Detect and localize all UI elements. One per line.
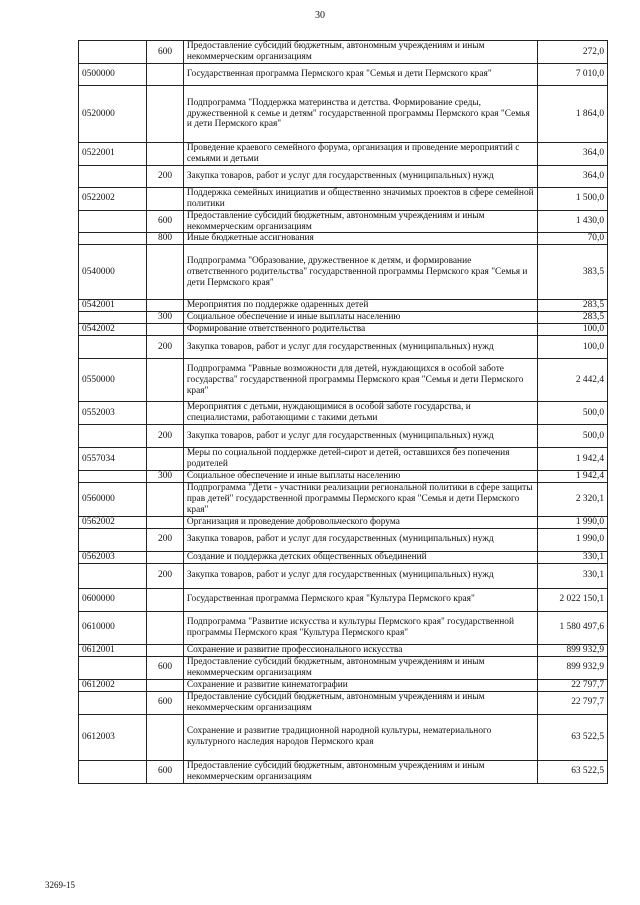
row-amount: 383,5 [538, 245, 608, 300]
table-row [79, 551, 608, 563]
row-code: 0612003 [79, 714, 147, 760]
row-code: 0550000 [79, 359, 147, 402]
row-expense-type [147, 359, 184, 402]
row-code [79, 233, 147, 245]
row-name: Сохранение и развитие кинематографии [183, 679, 538, 691]
row-amount: 899 932,9 [538, 644, 608, 656]
table-row [79, 64, 608, 86]
table-row [79, 359, 608, 402]
row-amount: 364,0 [538, 143, 608, 166]
row-name: Закупка товаров, работ и услуг для государственных (муниципальных) нужд [183, 528, 538, 551]
row-expense-type [147, 588, 184, 611]
row-name: Сохранение и развитие профессионального искусства [183, 644, 538, 656]
row-code: 0612001 [79, 644, 147, 656]
row-name: Формирование ответственного родительства [183, 324, 538, 336]
row-code: 0522002 [79, 187, 147, 210]
row-code [79, 425, 147, 448]
row-expense-type: 200 [147, 165, 184, 187]
row-amount: 100,0 [538, 324, 608, 336]
row-code [79, 41, 147, 64]
row-expense-type [147, 187, 184, 210]
row-code [79, 656, 147, 679]
row-expense-type [147, 482, 184, 516]
table-row [79, 187, 608, 210]
row-name: Государственная программа Пермского края "Культура Пермского края" [183, 588, 538, 611]
row-code [79, 312, 147, 324]
row-amount: 22 797,7 [538, 691, 608, 714]
row-code [79, 165, 147, 187]
row-expense-type: 600 [147, 41, 184, 64]
row-expense-type: 800 [147, 233, 184, 245]
row-code [79, 336, 147, 359]
row-expense-type [147, 300, 184, 312]
table-row [79, 760, 608, 783]
row-expense-type [147, 516, 184, 528]
row-name: Иные бюджетные ассигнования [183, 233, 538, 245]
row-name: Подпрограмма "Образование, дружественное к детям, и формирование ответственного родительства" государственной программы Пермского края "Семья и дети Пермского края" [183, 245, 538, 300]
row-amount: 7 010,0 [538, 64, 608, 86]
row-expense-type [147, 245, 184, 300]
row-expense-type: 300 [147, 312, 184, 324]
row-code: 0600000 [79, 588, 147, 611]
table-row [79, 482, 608, 516]
row-amount: 1 990,0 [538, 528, 608, 551]
row-amount: 272,0 [538, 41, 608, 64]
row-code: 0522001 [79, 143, 147, 166]
table-row [79, 516, 608, 528]
row-expense-type [147, 64, 184, 86]
row-code: 0610000 [79, 611, 147, 644]
row-code [79, 563, 147, 588]
row-amount: 899 932,9 [538, 656, 608, 679]
row-name: Предоставление субсидий бюджетным, автономным учреждениям и иным некоммерческим организациям [183, 210, 538, 233]
row-expense-type: 200 [147, 425, 184, 448]
table-row [79, 233, 608, 245]
row-amount: 500,0 [538, 402, 608, 425]
table-row [79, 588, 608, 611]
row-amount: 1 942,4 [538, 448, 608, 471]
table-row [79, 611, 608, 644]
table-row [79, 165, 608, 187]
row-name: Предоставление субсидий бюджетным, автономным учреждениям и иным некоммерческим организациям [183, 691, 538, 714]
row-name: Предоставление субсидий бюджетным, автономным учреждениям и иным некоммерческим организациям [183, 41, 538, 64]
table-row [79, 448, 608, 471]
budget-table [78, 40, 608, 784]
table-row [79, 245, 608, 300]
row-code [79, 528, 147, 551]
row-name: Закупка товаров, работ и услуг для государственных (муниципальных) нужд [183, 165, 538, 187]
row-expense-type: 600 [147, 210, 184, 233]
row-amount: 330,1 [538, 563, 608, 588]
row-expense-type [147, 611, 184, 644]
row-code: 0562003 [79, 551, 147, 563]
row-amount: 2 022 150,1 [538, 588, 608, 611]
row-code: 0562002 [79, 516, 147, 528]
row-name: Социальное обеспечение и иные выплаты населению [183, 312, 538, 324]
row-amount: 2 442,4 [538, 359, 608, 402]
row-name: Закупка товаров, работ и услуг для государственных (муниципальных) нужд [183, 336, 538, 359]
row-name: Меры по социальной поддержке детей-сирот и детей, оставшихся без попечения родителей [183, 448, 538, 471]
row-name: Проведение краевого семейного форума, организация и проведение мероприятий с семьями и детьми [183, 143, 538, 166]
table-row [79, 656, 608, 679]
row-expense-type [147, 402, 184, 425]
row-name: Подпрограмма "Дети - участники реализации региональной политики в сфере защиты прав детей" государственной программы Пермского края "Семья и дети Пермского края" [183, 482, 538, 516]
row-code: 0612002 [79, 679, 147, 691]
row-amount: 500,0 [538, 425, 608, 448]
row-code [79, 760, 147, 783]
row-expense-type: 200 [147, 563, 184, 588]
row-expense-type: 600 [147, 691, 184, 714]
row-name: Подпрограмма "Равные возможности для детей, нуждающихся в особой заботе государства" государственной программы Пермского края "Семья и дети Пермского края" [183, 359, 538, 402]
row-name: Закупка товаров, работ и услуг для государственных (муниципальных) нужд [183, 563, 538, 588]
row-amount: 1 430,0 [538, 210, 608, 233]
row-expense-type: 300 [147, 471, 184, 483]
row-name: Закупка товаров, работ и услуг для государственных (муниципальных) нужд [183, 425, 538, 448]
table-row [79, 41, 608, 64]
row-expense-type [147, 448, 184, 471]
table-row [79, 86, 608, 143]
row-expense-type: 200 [147, 336, 184, 359]
row-amount: 283,5 [538, 300, 608, 312]
table-row [79, 471, 608, 483]
row-expense-type [147, 143, 184, 166]
table-row [79, 300, 608, 312]
table-row [79, 714, 608, 760]
row-code: 0500000 [79, 64, 147, 86]
row-amount: 100,0 [538, 336, 608, 359]
row-amount: 70,0 [538, 233, 608, 245]
table-row [79, 425, 608, 448]
row-name: Поддержка семейных инициатив и общественно значимых проектов в сфере семейной политики [183, 187, 538, 210]
table-row [79, 324, 608, 336]
table-row [79, 679, 608, 691]
row-amount: 2 320,1 [538, 482, 608, 516]
row-name: Мероприятия по поддержке одаренных детей [183, 300, 538, 312]
row-code: 0542002 [79, 324, 147, 336]
row-code: 0560000 [79, 482, 147, 516]
row-expense-type: 600 [147, 656, 184, 679]
row-code [79, 471, 147, 483]
row-amount: 283,5 [538, 312, 608, 324]
row-amount: 1 990,0 [538, 516, 608, 528]
row-name: Создание и поддержка детских общественных объединений [183, 551, 538, 563]
table-row [79, 691, 608, 714]
row-amount: 1 500,0 [538, 187, 608, 210]
row-amount: 1 942,4 [538, 471, 608, 483]
row-code [79, 691, 147, 714]
table-row [79, 210, 608, 233]
row-name: Организация и проведение добровольческого форума [183, 516, 538, 528]
row-expense-type [147, 86, 184, 143]
table-row [79, 563, 608, 588]
table-row [79, 402, 608, 425]
row-amount: 63 522,5 [538, 760, 608, 783]
row-name: Государственная программа Пермского края "Семья и дети Пермского края" [183, 64, 538, 86]
row-name: Предоставление субсидий бюджетным, автономным учреждениям и иным некоммерческим организациям [183, 760, 538, 783]
row-name: Социальное обеспечение и иные выплаты населению [183, 471, 538, 483]
row-amount: 330,1 [538, 551, 608, 563]
row-name: Подпрограмма "Развитие искусства и культуры Пермского края" государственной программы Пермского края "Культура Пермского края" [183, 611, 538, 644]
row-amount: 364,0 [538, 165, 608, 187]
row-code [79, 210, 147, 233]
row-code: 0520000 [79, 86, 147, 143]
row-expense-type [147, 714, 184, 760]
row-code: 0540000 [79, 245, 147, 300]
table-row [79, 312, 608, 324]
row-amount: 22 797,7 [538, 679, 608, 691]
row-expense-type [147, 551, 184, 563]
row-expense-type: 600 [147, 760, 184, 783]
page-number: 30 [315, 10, 325, 21]
row-expense-type [147, 679, 184, 691]
row-name: Предоставление субсидий бюджетным, автономным учреждениям и иным некоммерческим организациям [183, 656, 538, 679]
row-code: 0557034 [79, 448, 147, 471]
table-row [79, 644, 608, 656]
table-row [79, 336, 608, 359]
table-row [79, 143, 608, 166]
row-expense-type: 200 [147, 528, 184, 551]
row-name: Подпрограмма "Поддержка материнства и детства. Формирование среды, дружественной к семье и детям" государственной программы Пермского края "Семья и дети Пермского края" [183, 86, 538, 143]
row-amount: 1 864,0 [538, 86, 608, 143]
row-amount: 63 522,5 [538, 714, 608, 760]
row-expense-type [147, 324, 184, 336]
row-amount: 1 580 497,6 [538, 611, 608, 644]
row-name: Сохранение и развитие традиционной народной культуры, нематериального культурного наследия народов Пермского края [183, 714, 538, 760]
row-code: 0552003 [79, 402, 147, 425]
table-row [79, 528, 608, 551]
row-code: 0542001 [79, 300, 147, 312]
row-name: Мероприятия с детьми, нуждающимися в особой заботе государства, и специалистами, работающими с такими детьми [183, 402, 538, 425]
document-code: 3269-15 [45, 880, 75, 890]
row-expense-type [147, 644, 184, 656]
